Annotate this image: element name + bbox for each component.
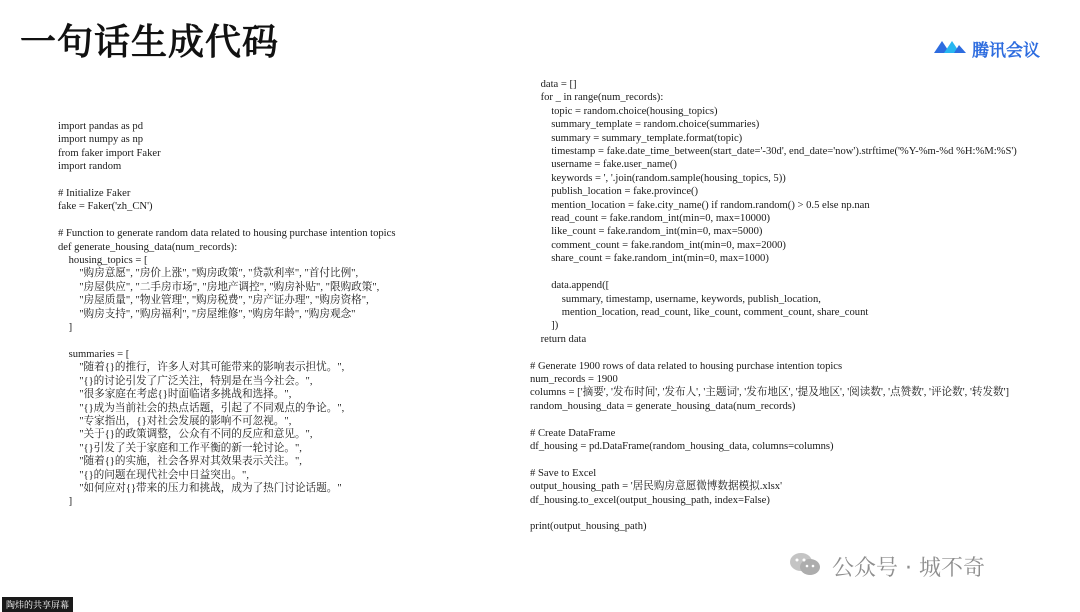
code_right-line: [530, 413, 1017, 426]
code_left-line: "购房支持", "购房福利", "房屋维修", "购房年龄", "购房观念": [58, 308, 356, 320]
brand: [932, 36, 1040, 61]
code_right-line: summary_template = random.choice(summaries): [530, 119, 760, 131]
code_right-line: keywords = ', '.join(random.sample(housing_topics, 5)): [530, 172, 786, 184]
code_right-line: random_housing_data = generate_housing_data(num_records): [530, 400, 796, 412]
code_left-line: "房屋质量", "物业管理", "购房税费", "房产证办理", "购房资格",: [58, 295, 369, 307]
brand-name: 腾讯会议: [972, 41, 1040, 61]
tencent-meeting-logo-icon: [932, 38, 968, 60]
code_left-line: "{}成为当前社会的热点话题，引起了不同观点的争论。",: [58, 402, 345, 414]
code_left-line: [58, 335, 395, 348]
code_left-line: # Function to generate random data related to housing purchase intention topics: [58, 228, 396, 240]
code-block-left: [58, 120, 395, 509]
code_left-line: "专家指出，{}对社会发展的影响不可忽视。",: [58, 415, 292, 427]
watermark: [788, 550, 985, 582]
screen-share-tag: 陶炜的共享屏幕: [2, 597, 73, 612]
code_left-line: fake = Faker('zh_CN'): [58, 201, 153, 213]
code_left-line: ]: [58, 322, 73, 334]
code_right-line: mention_location = fake.city_name() if random.random() > 0.5 else np.nan: [530, 199, 870, 211]
code_left-line: "{}的问题在现代社会中日益突出。",: [58, 469, 249, 481]
code_right-line: # Create DataFrame: [530, 427, 616, 439]
code_left-line: from faker import Faker: [58, 147, 161, 159]
slide-title: 一句话生成代码: [20, 22, 280, 63]
code_right-line: read_count = fake.random_int(min=0, max=10000): [530, 213, 771, 225]
watermark-text: 公众号 · 城不奇: [832, 555, 985, 581]
code_right-line: return data: [530, 333, 587, 345]
code_left-line: def generate_housing_data(num_records):: [58, 241, 238, 253]
code_right-line: mention_location, read_count, like_count, comment_count, share_count: [530, 306, 869, 318]
code_right-line: [530, 453, 1017, 466]
code_right-line: columns = ['摘要', '发布时间', '发布人', '主题词', '发布地区', '提及地区', '阅读数', '点赞数', '评论数', '转发数']: [530, 387, 1010, 399]
code_left-line: [58, 214, 395, 227]
code_left-line: import pandas as pd: [58, 121, 144, 132]
code_right-line: num_records = 1900: [530, 373, 618, 385]
code_left-line: "{}引发了关于家庭和工作平衡的新一轮讨论。",: [58, 442, 302, 454]
code_right-line: summary, timestamp, username, keywords, publish_location,: [530, 293, 821, 305]
code_left-line: "随着{}的推行，许多人对其可能带来的影响表示担忧。",: [58, 362, 345, 374]
code_right-line: # Save to Excel: [530, 467, 597, 479]
code_left-line: [58, 174, 395, 187]
code_right-line: ]): [530, 320, 559, 332]
code_right-line: for _ in range(num_records):: [530, 92, 664, 104]
code_right-line: publish_location = fake.province(): [530, 186, 699, 198]
code_left-line: "关于{}的政策调整，公众有不同的反应和意见。",: [58, 429, 313, 441]
code_right-line: df_housing = pd.DataFrame(random_housing_data, columns=columns): [530, 440, 834, 452]
code_left-line: import random: [58, 161, 122, 173]
code_left-line: "很多家庭在考虑{}时面临诸多挑战和选择。",: [58, 389, 292, 401]
code_left-line: ]: [58, 496, 73, 508]
code_left-line: # Initialize Faker: [58, 188, 131, 200]
code_right-line: share_count = fake.random_int(min=0, max=1000): [530, 253, 769, 265]
code_right-line: [530, 507, 1017, 520]
code_left-line: "如何应对{}带来的压力和挑战，成为了热门讨论话题。": [58, 482, 342, 494]
code-block-right: [530, 78, 1017, 534]
code_right-line: [530, 346, 1017, 359]
code_right-line: data = []: [530, 79, 577, 90]
code_right-line: topic = random.choice(housing_topics): [530, 105, 718, 117]
code_right-line: # Generate 1900 rows of data related to housing purchase intention topics: [530, 360, 843, 372]
code_right-line: comment_count = fake.random_int(min=0, max=2000): [530, 239, 786, 251]
code_left-line: housing_topics = [: [58, 255, 148, 267]
code_right-line: timestamp = fake.date_time_between(start_date='-30d', end_date='now').strftime('%Y-%m-%d %H:%M:%S'): [530, 146, 1017, 158]
wechat-icon: [788, 550, 822, 582]
code_left-line: "房屋供应", "二手房市场", "房地产调控", "购房补贴", "限购政策",: [58, 281, 380, 293]
code_left-line: "{}的讨论引发了广泛关注，特别是在当今社会。",: [58, 375, 313, 387]
code_left-line: "购房意愿", "房价上涨", "购房政策", "贷款利率", "首付比例",: [58, 268, 359, 280]
code_right-line: df_housing.to_excel(output_housing_path, index=False): [530, 494, 770, 506]
code_left-line: import numpy as np: [58, 134, 144, 146]
code_right-line: print(output_housing_path): [530, 521, 647, 533]
code_left-line: summaries = [: [58, 348, 130, 360]
code_right-line: output_housing_path = '居民购房意愿微博数据模拟.xlsx': [530, 481, 782, 493]
code_right-line: username = fake.user_name(): [530, 159, 677, 171]
code_right-line: data.append([: [530, 280, 610, 292]
code_right-line: like_count = fake.random_int(min=0, max=5000): [530, 226, 763, 238]
code_left-line: "随着{}的实施，社会各界对其效果表示关注。",: [58, 456, 302, 468]
code_right-line: [530, 266, 1017, 279]
code_right-line: summary = summary_template.format(topic): [530, 132, 743, 144]
